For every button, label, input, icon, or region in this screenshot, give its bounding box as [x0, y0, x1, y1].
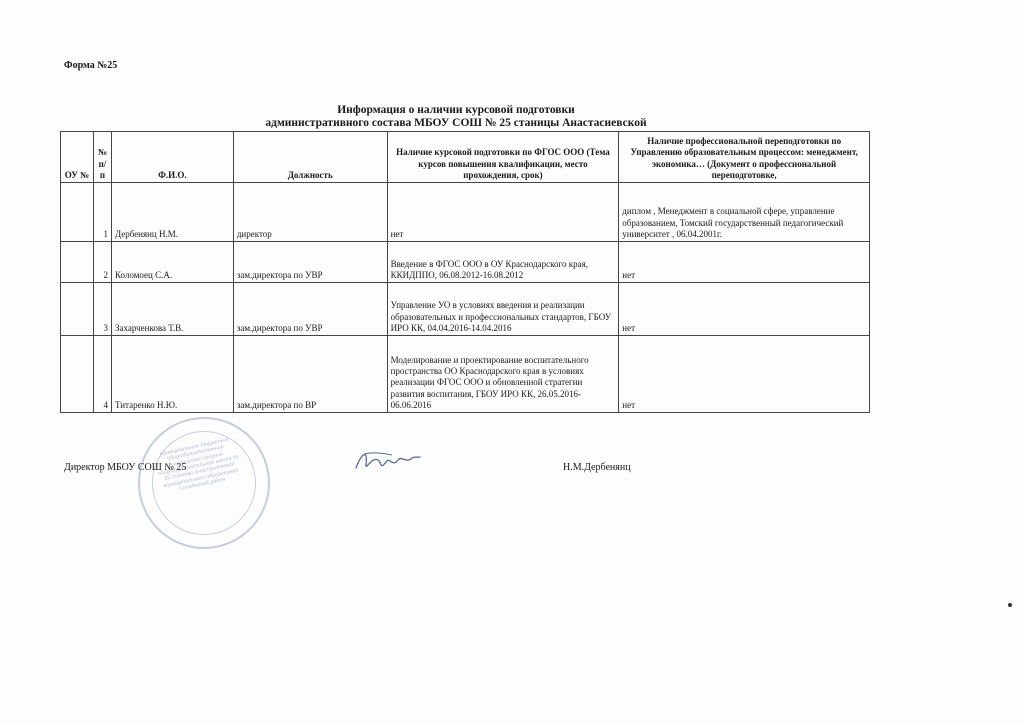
cell-position: зам.директора по ВР: [233, 336, 387, 413]
cell-retraining: диплом , Менеджмент в социальной сфере, управление образованием, Томский государственный педагогический университет , 06.04.2001г.: [619, 183, 870, 242]
cell-num: 2: [93, 242, 111, 283]
table-row: [61, 336, 870, 413]
cell-position: зам.директора по УВР: [233, 283, 387, 336]
cell-fio: Коломоец С.А.: [111, 242, 233, 283]
cell-fgos: Введение в ФГОС ООО в ОУ Краснодарского края, ККИДППО, 06.08.2012-16.08.2012: [387, 242, 619, 283]
table-header-row: [61, 132, 870, 183]
cell-fgos: Управление УО в условиях введения и реализации образовательных и профессиональных стандартов, ГБОУ ИРО КК, 04.04.2016-14.04.2016: [387, 283, 619, 336]
cell-retraining: нет: [619, 283, 870, 336]
header-position: Должность: [233, 132, 387, 183]
director-title: Директор МБОУ СОШ № 25: [64, 462, 187, 473]
cell-ou: [61, 183, 94, 242]
header-ou: ОУ №: [61, 132, 94, 183]
document-title-line-2: административного состава МБОУ СОШ № 25 станицы Анастасиевской: [265, 117, 647, 129]
cell-fgos: нет: [387, 183, 619, 242]
cell-fio: Захарченкова Т.В.: [111, 283, 233, 336]
header-retraining: Наличие профессиональной переподготовки по Управлению образовательным процессом: менеджмент, экономика… (Документ о профессиональной переподготовке,: [619, 132, 870, 183]
table-row: [61, 183, 870, 242]
courses-table: [60, 131, 870, 413]
cell-position: директор: [233, 183, 387, 242]
cell-num: 3: [93, 283, 111, 336]
cell-ou: [61, 242, 94, 283]
header-fio: Ф.И.О.: [111, 132, 233, 183]
table-row: [61, 283, 870, 336]
table-row: [61, 242, 870, 283]
form-number-label: Форма №25: [64, 60, 118, 71]
header-np: № п/п: [93, 132, 111, 183]
cell-fgos: Моделирование и проектирование воспитательного пространства ОО Краснодарского края в условиях реализации ФГОС ООО и обновленной стратегии развития воспитания, ГБОУ ИРО КК, 26.05.2016-06.06.2016: [387, 336, 619, 413]
document-title-line-1: Информация о наличии курсовой подготовки: [337, 104, 575, 116]
cell-ou: [61, 336, 94, 413]
header-fgos: Наличие курсовой подготовки по ФГОС ООО (Тема курсов повышения квалификации, место прохождения, срок): [387, 132, 619, 183]
scan-speck: [1008, 603, 1012, 607]
cell-retraining: нет: [619, 336, 870, 413]
official-stamp: [126, 405, 283, 562]
cell-fio: Титаренко Н.Ю.: [111, 336, 233, 413]
cell-ou: [61, 283, 94, 336]
cell-retraining: нет: [619, 242, 870, 283]
cell-num: 1: [93, 183, 111, 242]
handwritten-signature: [352, 446, 422, 478]
cell-num: 4: [93, 336, 111, 413]
cell-position: зам.директора по УВР: [233, 242, 387, 283]
stamp-text: муниципальное бюджетное общеобразовательное учреждение средняя общеобразовательная школа № 25 станицы Анастасиевской муниципального образования Славянский район: [157, 436, 240, 493]
director-name: Н.М.Дербенянц: [563, 462, 631, 473]
cell-fio: Дербенянц Н.М.: [111, 183, 233, 242]
